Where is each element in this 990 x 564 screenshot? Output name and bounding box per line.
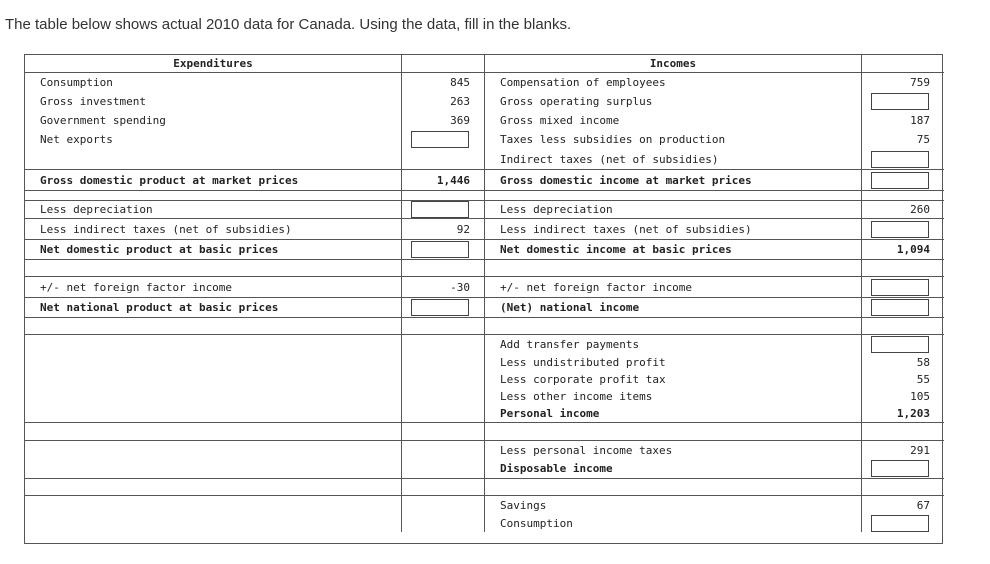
income-consumption-cell — [862, 514, 944, 532]
income-net-foreign-factor-label: +/- net foreign factor income — [485, 277, 862, 298]
net-exports-cell — [402, 130, 485, 149]
spacer-cell — [862, 479, 944, 496]
less-depreciation-input[interactable] — [411, 201, 469, 218]
ndp-basic-input[interactable] — [411, 241, 469, 258]
income-less-indirect-taxes-cell — [862, 219, 944, 240]
transfer-payments-input[interactable] — [871, 336, 929, 353]
other-income-items-value: 105 — [910, 390, 930, 403]
spacer-cell — [402, 260, 485, 277]
national-income-input[interactable] — [871, 299, 929, 316]
income-less-depreciation-value: 260 — [862, 201, 944, 219]
gross-investment-value: 263 — [402, 92, 485, 111]
indirect-taxes-cell — [862, 149, 944, 170]
spacer-cell — [25, 479, 402, 496]
personal-income-label: Personal income — [485, 405, 862, 423]
compensation-label: Compensation of employees — [485, 73, 862, 92]
spacer-cell — [485, 260, 862, 277]
consumption-label: Consumption — [25, 73, 402, 92]
empty-cell — [862, 55, 944, 73]
ndp-basic-label: Net domestic product at basic prices — [25, 240, 402, 260]
spacer-cell — [25, 423, 402, 441]
nnp-basic-cell — [402, 298, 485, 318]
disposable-income-input[interactable] — [871, 460, 929, 477]
savings-label: Savings — [485, 496, 862, 514]
empty-cell — [25, 441, 402, 459]
net-foreign-factor-label: +/- net foreign factor income — [25, 277, 402, 298]
empty-cell — [25, 514, 402, 532]
less-depreciation-cell — [402, 201, 485, 219]
undistributed-profit-value: 58 — [916, 356, 930, 369]
net-foreign-factor-value: -30 — [402, 277, 485, 298]
empty-cell — [402, 354, 485, 371]
net-exports-label: Net exports — [25, 130, 402, 149]
spacer-cell — [862, 318, 944, 335]
taxes-less-subsidies-label: Taxes less subsidies on production — [485, 130, 862, 149]
empty-cell — [25, 371, 402, 388]
national-income-cell — [862, 298, 944, 318]
other-income-items-label: Less other income items — [485, 388, 862, 405]
expenditures-header: Expenditures — [25, 55, 402, 73]
gross-mixed-income-label: Gross mixed income — [485, 111, 862, 130]
compensation-value: 759 — [910, 76, 930, 89]
gross-operating-surplus-label: Gross operating surplus — [485, 92, 862, 111]
gdi-market-label: Gross domestic income at market prices — [485, 170, 862, 191]
corporate-profit-tax-label: Less corporate profit tax — [485, 371, 862, 388]
spacer-cell — [402, 318, 485, 335]
empty-cell — [25, 149, 402, 170]
ndi-basic-value: 1,094 — [862, 240, 944, 260]
gross-operating-surplus-cell — [862, 92, 944, 111]
spacer-cell — [25, 191, 402, 201]
personal-income-taxes-value: 291 — [910, 443, 930, 457]
spacer-cell — [862, 260, 944, 277]
personal-income-taxes-label: Less personal income taxes — [485, 441, 862, 459]
instructions-text: The table below shows actual 2010 data for Canada. Using the data, fill in the blanks. — [5, 16, 572, 33]
empty-cell — [402, 371, 485, 388]
corporate-profit-tax-value: 55 — [916, 373, 930, 386]
empty-cell — [402, 459, 485, 479]
empty-cell — [402, 514, 485, 532]
spacer-cell — [862, 423, 944, 441]
personal-income-value: 1,203 — [862, 405, 944, 423]
transfer-payments-cell — [862, 335, 944, 354]
empty-cell — [402, 388, 485, 405]
empty-cell — [25, 496, 402, 514]
government-spending-value: 369 — [402, 111, 485, 130]
undistributed-profit-label: Less undistributed profit — [485, 354, 862, 371]
spacer-cell — [485, 191, 862, 201]
transfer-payments-label: Add transfer payments — [485, 335, 862, 354]
gdi-market-cell — [862, 170, 944, 191]
disposable-income-label: Disposable income — [485, 459, 862, 479]
spacer-cell — [25, 260, 402, 277]
nnp-basic-label: Net national product at basic prices — [25, 298, 402, 318]
incomes-header: Incomes — [485, 55, 862, 73]
spacer-cell — [402, 479, 485, 496]
spacer-cell — [25, 318, 402, 335]
income-consumption-input[interactable] — [871, 515, 929, 532]
spacer-cell — [402, 191, 485, 201]
empty-cell — [402, 149, 485, 170]
gdi-market-input[interactable] — [871, 172, 929, 189]
empty-cell — [402, 335, 485, 354]
income-less-depreciation-label: Less depreciation — [485, 201, 862, 219]
national-income-label: (Net) national income — [485, 298, 862, 318]
income-less-indirect-taxes-label: Less indirect taxes (net of subsidies) — [485, 219, 862, 240]
gross-investment-label: Gross investment — [25, 92, 402, 111]
income-less-indirect-taxes-input[interactable] — [871, 221, 929, 238]
empty-cell — [25, 388, 402, 405]
gdp-market-label: Gross domestic product at market prices — [25, 170, 402, 191]
spacer-cell — [485, 423, 862, 441]
consumption-value: 845 — [402, 73, 485, 92]
taxes-less-subsidies-value: 75 — [916, 133, 930, 146]
gross-mixed-income-value: 187 — [910, 114, 930, 127]
indirect-taxes-label: Indirect taxes (net of subsidies) — [485, 149, 862, 170]
spacer-cell — [862, 191, 944, 201]
ndi-basic-label: Net domestic income at basic prices — [485, 240, 862, 260]
income-consumption-label: Consumption — [485, 514, 862, 532]
gdp-market-value: 1,446 — [402, 170, 485, 191]
empty-cell — [402, 496, 485, 514]
spacer-cell — [485, 318, 862, 335]
less-indirect-taxes-label: Less indirect taxes (net of subsidies) — [25, 219, 402, 240]
spacer-cell — [402, 423, 485, 441]
empty-cell — [402, 55, 485, 73]
income-net-foreign-factor-input[interactable] — [871, 279, 929, 296]
empty-cell — [25, 459, 402, 479]
nnp-basic-input[interactable] — [411, 299, 469, 316]
disposable-income-cell — [862, 459, 944, 479]
spacer-cell — [485, 479, 862, 496]
gross-operating-surplus-input[interactable] — [871, 93, 929, 110]
empty-cell — [25, 335, 402, 354]
empty-cell — [402, 405, 485, 423]
savings-value: 67 — [916, 498, 930, 512]
net-exports-input[interactable] — [411, 131, 469, 148]
income-net-foreign-factor-cell — [862, 277, 944, 298]
ndp-basic-cell — [402, 240, 485, 260]
empty-cell — [25, 405, 402, 423]
less-indirect-taxes-value: 92 — [402, 219, 485, 240]
empty-cell — [402, 441, 485, 459]
government-spending-label: Government spending — [25, 111, 402, 130]
empty-cell — [25, 354, 402, 371]
national-accounts-table — [24, 54, 943, 544]
less-depreciation-label: Less depreciation — [25, 201, 402, 219]
indirect-taxes-input[interactable] — [871, 151, 929, 168]
